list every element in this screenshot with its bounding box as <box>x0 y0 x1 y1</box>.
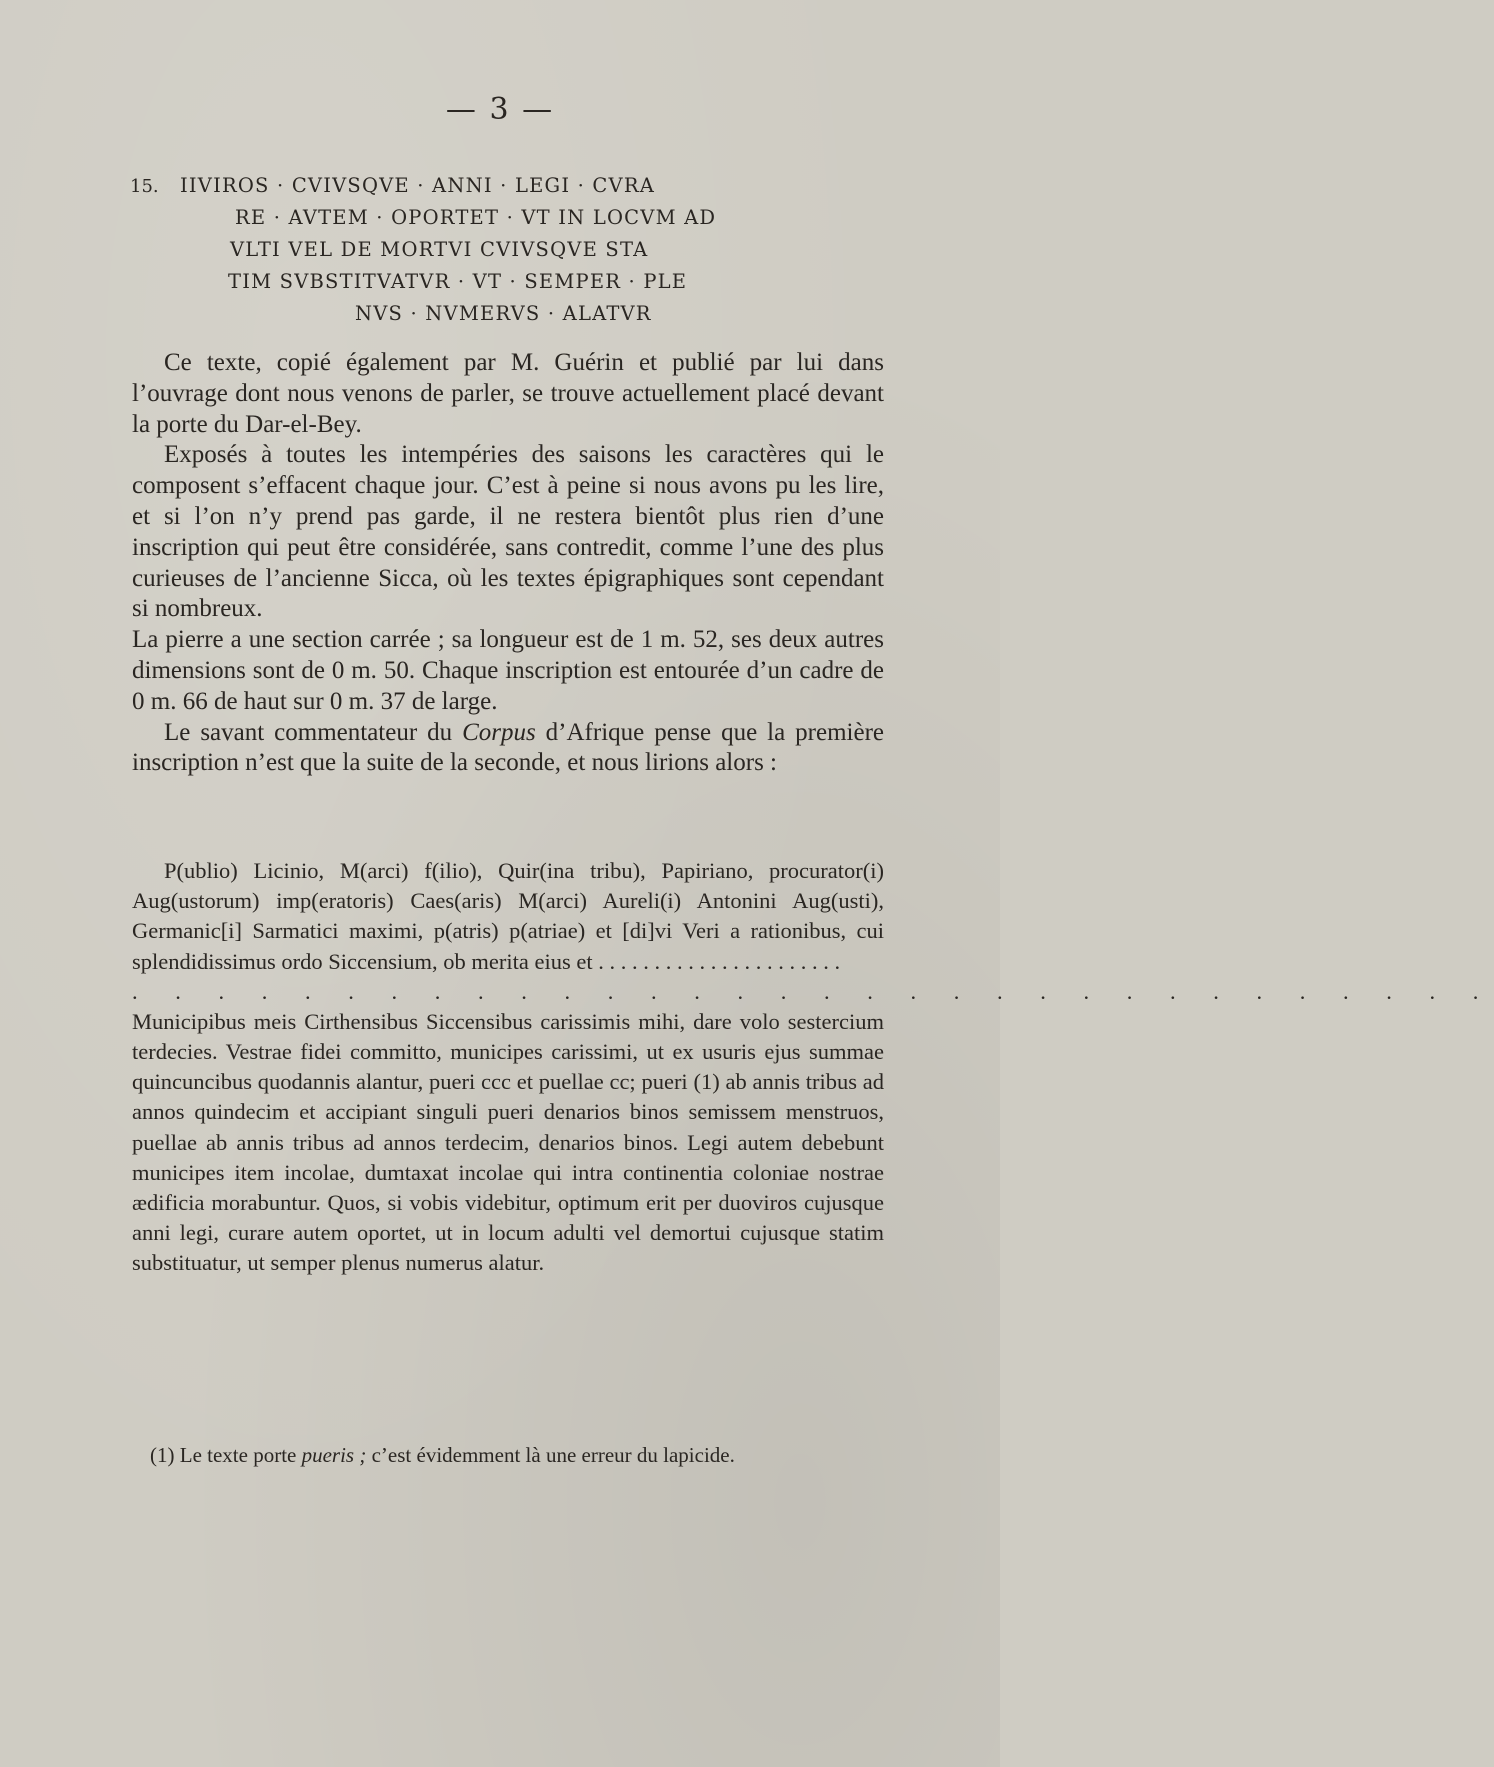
footnote <box>150 1440 880 1470</box>
footnote-text: c’est évidemment là une erreur du lapicide. <box>366 1443 735 1467</box>
inscription-line: RE · AVTEM · OPORTET · VT IN LOCVM AD <box>235 206 717 229</box>
paragraph: Exposés à toutes les intempéries des saisons les caractères qui le composent s’effacent chaque jour. C’est à peine si nous avons pu les lire, et si l’on n’y prend pas garde, il ne restera bientôt plus rien d’une inscription qui peut être considérée, sans contredit, comme l’une des plus curieuses de l’ancienne Sicca, où les textes épigraphiques sont cependant si nombreux. <box>132 441 884 623</box>
footnote-marker: (1) <box>150 1443 175 1467</box>
commentary-text <box>132 348 884 779</box>
inscription-line: TIM SVBSTITVATVR · VT · SEMPER · PLE <box>228 270 688 293</box>
inscription-number: 15. <box>130 176 159 197</box>
inscription-line-text: IIVIROS · CVIVSQVE · ANNI · LEGI · CVRA <box>180 174 655 197</box>
footnote-text: Le texte porte <box>174 1443 302 1467</box>
paragraph-text: d’Afrique pense que la première inscription n’est que la suite de la seconde, et nous lirions alors : <box>132 718 884 777</box>
corpus-title: Corpus <box>462 718 536 746</box>
latin-transcription <box>132 856 1494 1279</box>
footnote-italic: pueris ; <box>301 1443 367 1467</box>
inscription-line <box>130 170 890 202</box>
ellipsis-line: . . . . . . . . . . . . . . . . . . . . . . . . . . . . . . . . <box>132 978 1494 1004</box>
inscription-line: NVS · NVMERVS · ALATVR <box>355 302 652 325</box>
inscription-line: VLTI VEL DE MORTVI CVIVSQVE STA <box>230 238 649 261</box>
inscription-block <box>130 170 890 330</box>
paragraph: Ce texte, copié également par M. Guérin et publié par lui dans l’ouvrage dont nous venons de parler, se trouve actuellement placé devant la porte du Dar-el-Bey. <box>132 349 884 438</box>
transcription-paragraph: Municipibus meis Cirthensibus Siccensibus carissimis mihi, dare volo sestercium terdecies. Vestrae fidei committo, municipes carissimi, ut ex usuris ejus summae quincuncibus quodannis alantur, pueri ccc et puellae cc; pueri (1) ab annis tribus ad annos quindecim et accipiant singuli pueri denarios binos semissem menstruos, puellae ab annis tribus ad annos terdecim, denarios binos. Legi autem debebunt municipes item incolae, dumtaxat incolae qui intra continentia coloniae nostrae ædificia morabuntur. Quos, si vobis videbitur, optimum erit per duoviros cujusque anni legi, curare autem oportet, ut in locum adulti vel demortui cujusque statim substituatur, ut semper plenus numerus alatur. <box>132 1008 884 1276</box>
paragraph: La pierre a une section carrée ; sa longueur est de 1 m. 52, ses deux autres dimensions sont de 0 m. 50. Chaque inscription est entourée d’un cadre de 0 m. 66 de haut sur 0 m. 37 de large. <box>132 626 884 715</box>
transcription-paragraph: P(ublio) Licinio, M(arci) f(ilio), Quir(ina tribu), Papiriano, procurator(i) Aug(ustorum) imp(eratoris) Caes(aris) M(arci) Aureli(i) Antonini Aug(usti), Germanic[i] Sarmatici maximi, p(atris) p(atriae) et [di]vi Veri a rationibus, cui splendidissimus ordo Siccensium, ob merita eius et . . . . . . . . . . . . . . . . . . . . . . <box>132 858 884 974</box>
paragraph <box>132 718 884 780</box>
paragraph-text: Le savant commentateur du <box>164 718 463 746</box>
page-number: — 3 — <box>445 92 555 127</box>
